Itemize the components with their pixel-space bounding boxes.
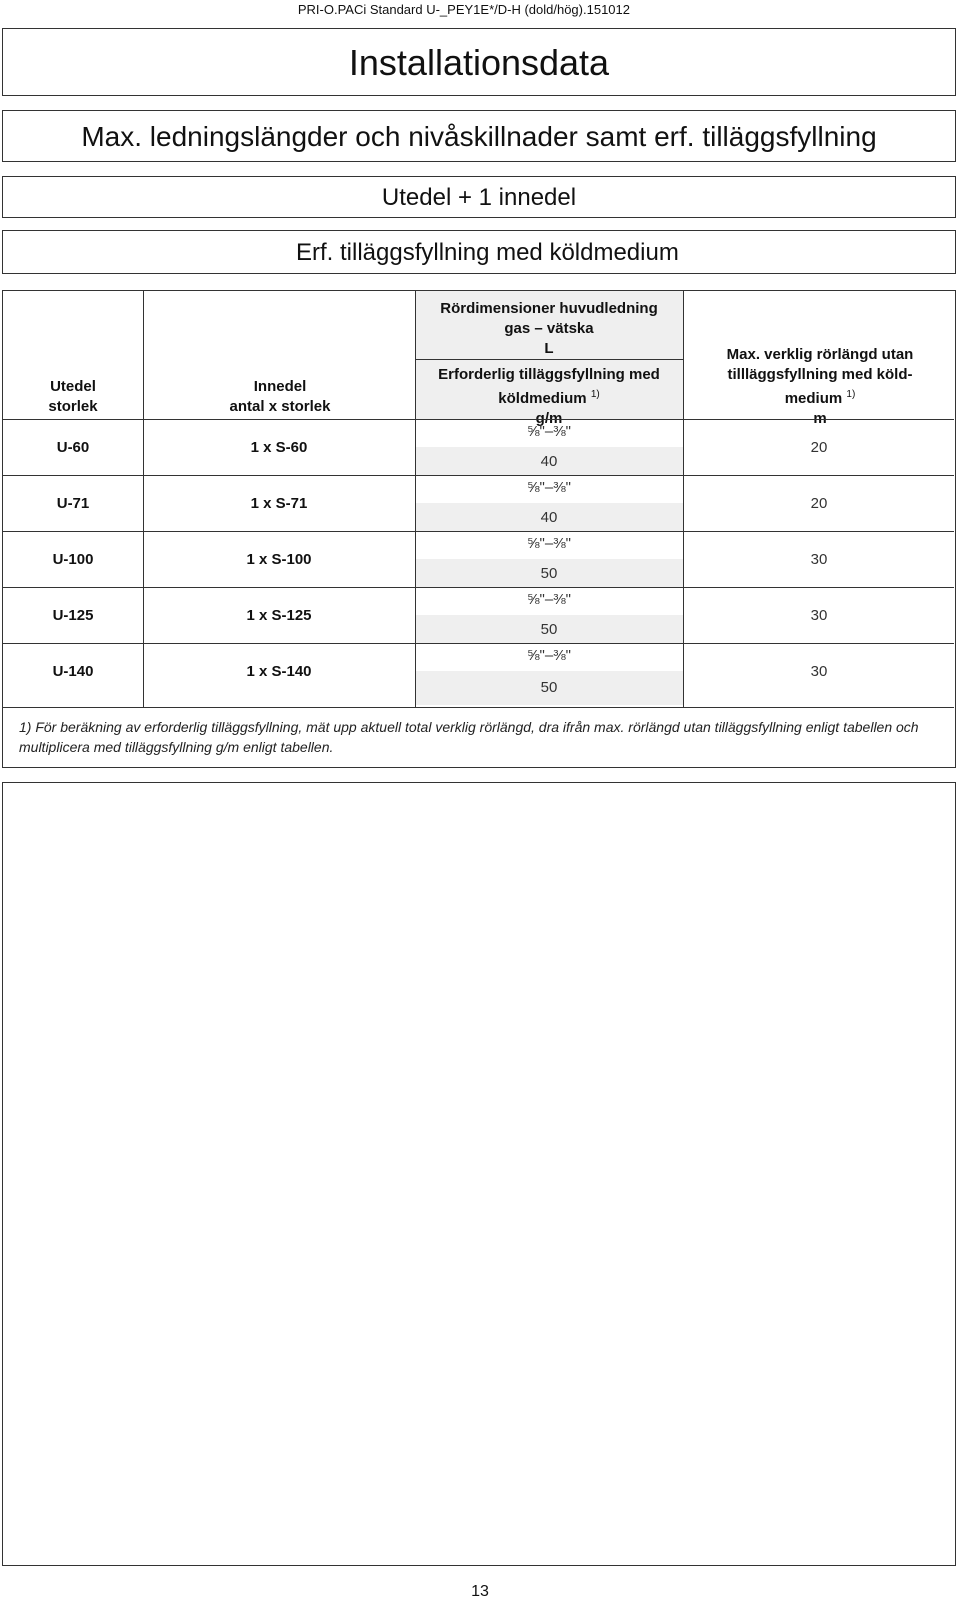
- cell-utedel: U-100: [52, 551, 94, 568]
- refrigerant-table: [2, 290, 956, 768]
- cell-gpm: 40: [540, 453, 558, 470]
- cell-maxlen: 30: [810, 551, 828, 568]
- cell-dimension: ⅝"–⅜": [526, 647, 571, 664]
- cell-gpm: 50: [540, 621, 558, 638]
- cell-innedel: 1 x S-60: [250, 439, 308, 456]
- section-heading: Utedel + 1 innedel: [2, 176, 956, 218]
- cell-utedel: U-125: [52, 607, 94, 624]
- row-divider: [3, 475, 954, 476]
- cell-innedel: 1 x S-71: [250, 495, 308, 512]
- header-divider: [415, 359, 683, 360]
- row-divider: [3, 531, 954, 532]
- empty-content-box: [2, 782, 956, 1566]
- cell-innedel: 1 x S-100: [246, 551, 312, 568]
- column-divider: [415, 291, 416, 707]
- header-bottom-line: [3, 419, 954, 420]
- cell-maxlen: 20: [810, 495, 828, 512]
- cell-innedel: 1 x S-125: [246, 607, 312, 624]
- cell-gpm: 40: [540, 509, 558, 526]
- page-subtitle: Max. ledningslängder och nivåskillnader samt erf. tilläggsfyllning: [2, 110, 956, 162]
- row-divider: [3, 643, 954, 644]
- header-innedel: Innedel antal x storlek: [229, 378, 331, 415]
- cell-maxlen: 30: [810, 663, 828, 680]
- header-utedel: Utedel storlek: [48, 378, 98, 415]
- cell-utedel: U-71: [56, 495, 90, 512]
- cell-utedel: U-60: [56, 439, 90, 456]
- page-title: Installationsdata: [2, 28, 956, 96]
- header-pipe-dimensions: Rördimensioner huvudledning gas – vätska L: [440, 300, 658, 357]
- cell-dimension: ⅝"–⅜": [526, 479, 571, 496]
- cell-gpm: 50: [540, 679, 558, 696]
- cell-dimension: ⅝"–⅜": [526, 535, 571, 552]
- table-footnote: 1) För beräkning av erforderlig tilläggsfyllning, mät upp aktuell total verklig rörlängd, dra ifrån max. rörlängd utan tilläggsfyllning enligt tabellen och multiplicera med tilläggsfyllning g/m enligt tabellen.: [19, 719, 919, 755]
- document-code: PRI-O.PACi Standard U-_PEY1E*/D-H (dold/hög).151012: [297, 2, 630, 17]
- table-bottom-line: [3, 707, 954, 708]
- cell-dimension: ⅝"–⅜": [526, 591, 571, 608]
- cell-dimension: ⅝"–⅜": [526, 423, 571, 440]
- cell-maxlen: 30: [810, 607, 828, 624]
- page-number: 13: [471, 1583, 489, 1600]
- table-heading: Erf. tilläggsfyllning med köldmedium: [2, 230, 956, 274]
- cell-gpm: 50: [540, 565, 558, 582]
- cell-maxlen: 20: [810, 439, 828, 456]
- cell-utedel: U-140: [52, 663, 94, 680]
- cell-innedel: 1 x S-140: [246, 663, 312, 680]
- header-max-length: Max. verklig rörlängd utan tillläggsfyllning med köld- medium $^{1)}$ m: [726, 346, 914, 427]
- header-refill-rate: Erforderlig tilläggsfyllning med köldmedium $^{1)}$ g/m: [438, 366, 660, 427]
- row-divider: [3, 587, 954, 588]
